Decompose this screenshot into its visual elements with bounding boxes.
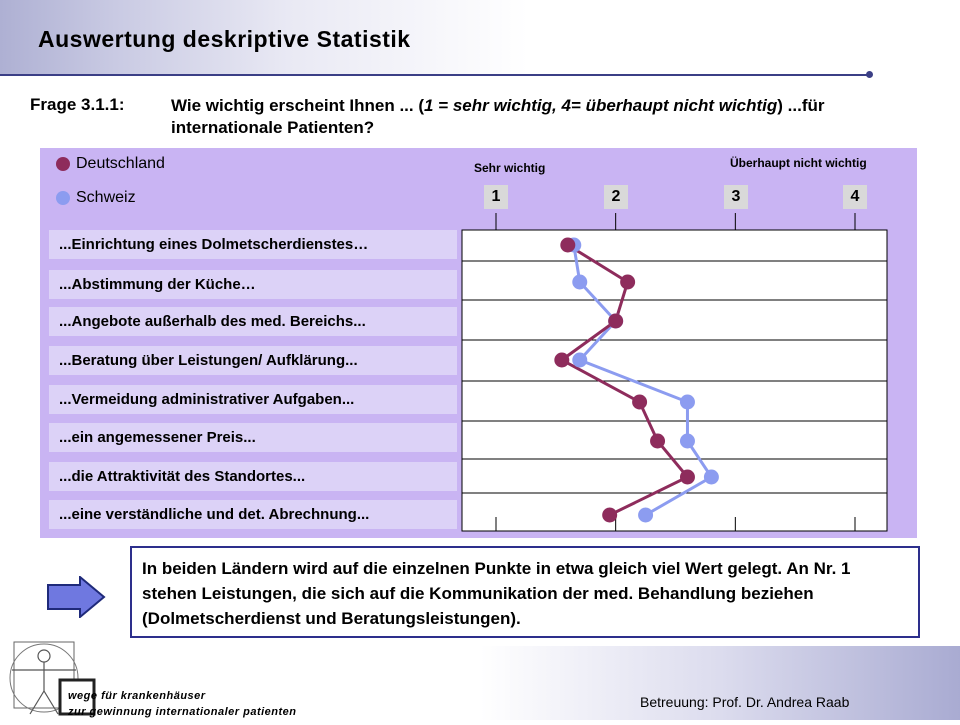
scale-tick-2: 2 [604, 185, 628, 209]
scale-tick-1: 1 [484, 185, 508, 209]
logo-line-2: zur gewinnung internationaler patienten [68, 706, 297, 718]
scale-tick-3: 3 [724, 185, 748, 209]
item-label-abrechnung: ...eine verständliche und det. Abrechnung... [49, 500, 457, 529]
item-label-verwaltung: ...Vermeidung administrativer Aufgaben... [49, 385, 457, 414]
scale-caption-high: Überhaupt nicht wichtig [730, 156, 867, 170]
data-point-deutschland [680, 470, 695, 485]
scale-tick-4: 4 [843, 185, 867, 209]
data-point-schweiz [572, 353, 587, 368]
summary-box [130, 546, 920, 638]
footer-credit: Betreuung: Prof. Dr. Andrea Raab [640, 694, 850, 710]
arrow-right-icon [46, 576, 106, 618]
item-label-kueche: ...Abstimmung der Küche… [49, 270, 457, 299]
data-point-deutschland [620, 275, 635, 290]
item-label-beratung: ...Beratung über Leistungen/ Aufklärung... [49, 346, 457, 375]
data-point-deutschland [602, 508, 617, 523]
question-suffix: ) ...für internationale Patienten? [171, 96, 825, 137]
data-point-deutschland [560, 238, 575, 253]
question-label: Frage 3.1.1: [30, 95, 125, 114]
data-point-deutschland [650, 434, 665, 449]
data-point-schweiz [680, 434, 695, 449]
data-point-deutschland [632, 395, 647, 410]
legend-deutschland-label: Deutschland [76, 155, 165, 172]
logo [4, 636, 304, 720]
data-point-schweiz [638, 508, 653, 523]
data-point-schweiz [704, 470, 719, 485]
question-scale: 1 = sehr wichtig, 4= überhaupt nicht wichtig [424, 96, 778, 115]
data-point-schweiz [680, 395, 695, 410]
summary-text: In beiden Ländern wird auf die einzelnen Punkte in etwa gleich viel Wert gelegt. An Nr. 1 stehen Leistungen, die sich auf die Kommunikation der med. Behandlung beziehen (Dolmetscherdienst und Beratungsleistungen). [142, 559, 851, 628]
data-point-schweiz [572, 275, 587, 290]
data-point-deutschland [554, 353, 569, 368]
item-label-dolmetscher: ...Einrichtung eines Dolmetscherdienstes… [49, 230, 457, 259]
data-point-deutschland [608, 314, 623, 329]
item-label-preis: ...ein angemessener Preis... [49, 423, 457, 452]
question-prefix: Wie wichtig erscheint Ihnen ... ( [171, 96, 424, 115]
logo-line-1: wege für krankenhäuser [68, 690, 206, 702]
legend-schweiz-label: Schweiz [76, 189, 136, 206]
item-label-angebote: ...Angebote außerhalb des med. Bereichs... [49, 307, 457, 336]
scale-caption-low: Sehr wichtig [474, 161, 546, 175]
page-title: Auswertung deskriptive Statistik [38, 26, 411, 52]
item-label-standort: ...die Attraktivität des Standortes... [49, 462, 457, 491]
